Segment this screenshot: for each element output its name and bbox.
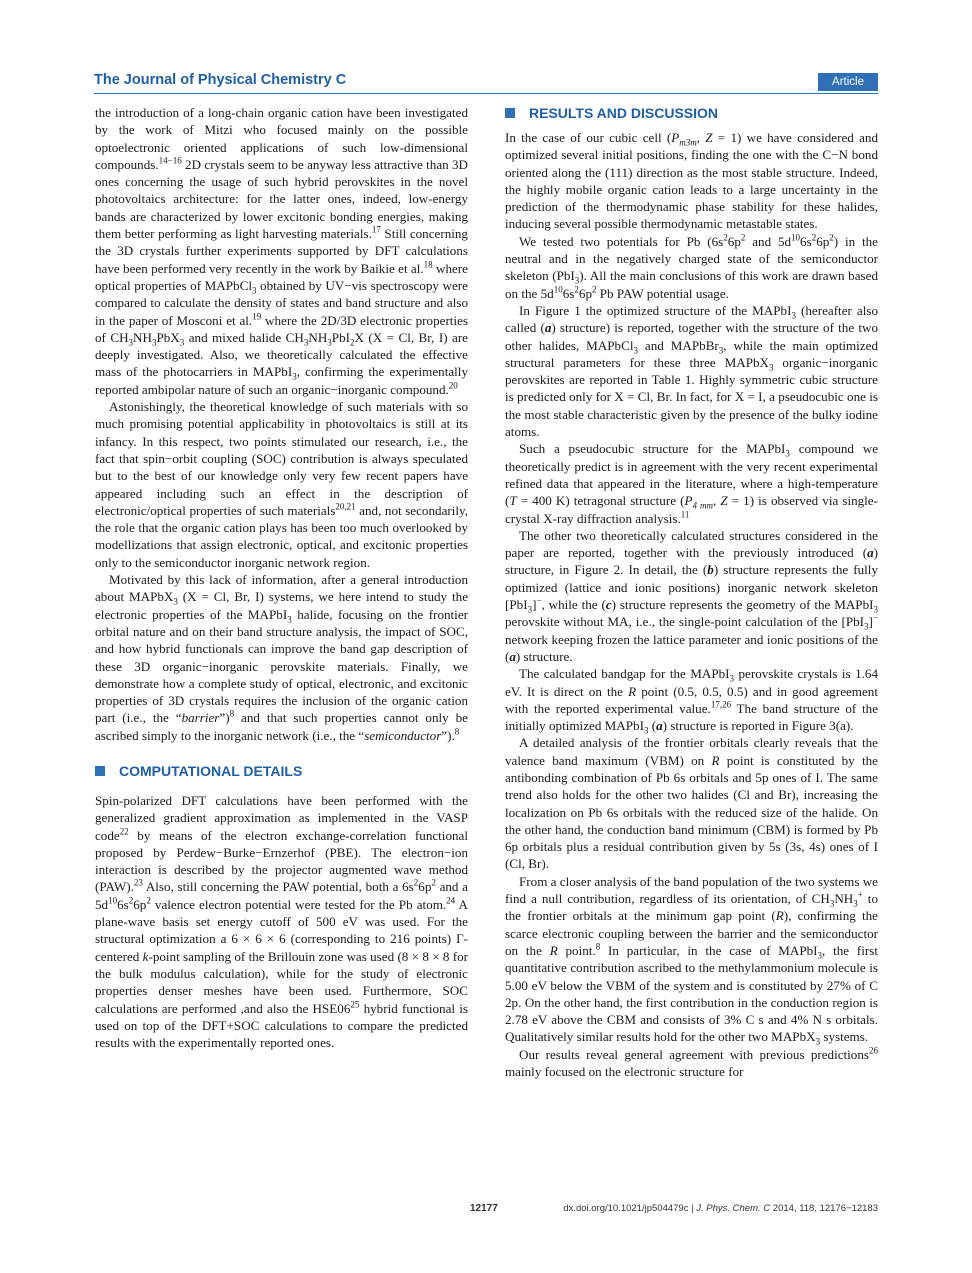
paragraph: the introduction of a long-chain organic cation have been investigated by the work of Mitzi who focused mainly on the possible optoelectronic oriented applications of such low-dimensional compounds.$^{14-16}$ 2D crystals seem to be anyway less attractive than 3D ones concerning the usage of such hybrid perovskites in the novel photovoltaics architecture: for the latter ones, indeed, low-energy bands are characterized by lower excitonic bonding energies, making them better performing as light harvesting materials.$^{17}$ Still concerning the 3D crystals further experiments supported by DFT calculations have been performed very recently in the work by Baikie et al.$^{18}$ where optical properties of MAPbCl$_3$ obtained by UV−vis spectroscopy were compared to calculate the density of states and band structure and also in the paper of Mosconi et al.$^{19}$ where the 2D/3D electronic properties of $CH_3NH_3PbX_3$ and mixed halide $CH_3NH_3PbI_2X$ (X = Cl, Br, I) are deeply investigated. Also, we theoretically calculated the effective mass of the photocarriers in MAPbI$_3$, confirming the experimentally reported ambipolar nature of such an organic−inorganic compound.$^{20}$ (95, 105, 468, 397)
journal-title[interactable]: The Journal of Physical Chemistry C (94, 72, 347, 88)
citation-ref[interactable]: 25 (350, 999, 360, 1010)
header-rule (94, 93, 878, 94)
section-square-icon (505, 108, 515, 118)
citation-ref[interactable]: 8 (229, 709, 235, 720)
section-heading-results-and-discussion: RESULTS AND DISCUSSION (505, 104, 878, 122)
citation-ref[interactable]: 23 (133, 878, 143, 889)
paragraph: We tested two potentials for Pb ($6s^26p^2$ and $5d^{10}6s^26p^2$) in the neutral and in the negatively charged state of the semiconductor skeleton (PbI$_3$). All the main conclusions of this work are drawn based on the $5d^{10}6s^26p^2$ Pb PAW potential usage. (505, 232, 878, 301)
citation-ref[interactable]: 19 (252, 311, 262, 322)
citation-ref[interactable]: 17 (371, 224, 381, 235)
page-number: 12177 (470, 1203, 498, 1214)
paragraph: Our results reveal general agreement with previous predictions$^{26}$ mainly focused on the electronic structure for (505, 1045, 878, 1080)
section-square-icon (95, 766, 105, 776)
paragraph: Astonishingly, the theoretical knowledge of such materials with so much promising potential applicability in photovoltaics is still at its infancy. In this respect, two points stimulated our research, i.e., the fact that spin−orbit coupling (SOC) contribution is always speculated but to the best of our knowledge only very few recent papers have appeared including such an effect in the description of electronic/optical properties of such materials$^{20,21}$ and, not secondarily, the role that the organic cation plays has been too much overlooked by modellizations that assign electronic, optical, and excitonic properties only to the semiconductor inorganic network region. (95, 399, 468, 570)
citation-ref[interactable]: 8 (454, 726, 460, 737)
paragraph: A detailed analysis of the frontier orbitals clearly reveals that the valence band maximum (VBM) on R point is constituted by the antibonding combination of Pb 6s orbitals and 5p ones of I. The same trend also holds for the other two halides (Cl and Br), increasing the localization on Pb 6s orbitals with the reduced size of the halide. On the other hand, the conduction band minimum (CBM) is formed by Pb 6p orbitals plus a residual contribution given by 5s (3s, 4s) ones of I (Cl, Br). (505, 735, 878, 872)
citation-ref[interactable]: 8 (595, 941, 601, 952)
section-heading-computational-details: COMPUTATIONAL DETAILS (95, 762, 468, 780)
paragraph: In Figure 1 the optimized structure of the MAPbI$_3$ (hereafter also called (a) structure) is reported, together with the structure of the two other halides, MAPbCl$_3$ and MAPbBr$_3$, while the main optimized structural parameters for these three MAPbX$_3$ organic−inorganic perovskites are reported in Table 1. Highly symmetric cubic structure is predicted only for X = Cl, Br. In fact, for X = I, a pseudocubic one is the most stable characteristic given by the presence of the bulky iodine atoms. (505, 302, 879, 440)
citation-ref[interactable]: 20 (448, 380, 458, 391)
citation-ref[interactable]: 14−16 (158, 155, 182, 166)
paragraph: Spin-polarized DFT calculations have been performed with the generalized gradient approximation as implemented in the VASP code$^{22}$ by means of the electron exchange-correlation functional proposed by Perdew−Burke−Ernzerhof (PBE). The electron−ion interaction is described by the projector augmented wave method (PAW).$^{23}$ Also, still concerning the PAW potential, both a $6s^26p^2$ and a $5d^{10}6s^26p^2$ valence electron potential were tested for the Pb atom.$^{24}$ A plane-wave basis set energy cutoff of 500 eV was used. For the structural optimization a 6 × 6 × 6 (corresponding to 216 points) Γ-centered k-point sampling of the Brillouin zone was used (8 × 8 × 8 for the bulk modulus calculation), while for the study of electronic properties denser meshes have been used. Furthermore, SOC calculations are performed ,and also the $HSE06^{25}$ hybrid functional is used on top of the DFT+SOC calculations to compare the predicted results with the experimentally reported ones. (95, 792, 468, 1051)
citation-ref[interactable]: 26 (869, 1045, 878, 1056)
page-header (94, 72, 878, 92)
article-type-badge: Article (818, 73, 878, 91)
left-column (95, 104, 468, 1051)
citation-ref[interactable]: 11 (680, 509, 690, 520)
paragraph: From a closer analysis of the band population of the two systems we find a null contribution, regardless of its orientation, of $CH_3NH_3^+$ to the frontier orbitals at the minimum gap point (R), confirming the scarce electronic coupling between the barrier and the semiconductor on the R point.$^8$ In particular, in the case of MAPbI$_3$, the first quantitative contribution ascribed to the methylammonium molecule is 5.00 eV below the VBM of the system and is constituted by 27% of C 2p. On the other hand, the first contribution in the conduction region is 2.78 eV above the CBM and consists of 3% C s and 4% N s orbitals. Qualitatively similar results hold for the other two MAPbX$_3$ systems. (505, 873, 879, 1048)
paragraph: Motivated by this lack of information, after a general introduction about MAPbX$_3$ (X = Cl, Br, I) systems, we here intend to study the electronic properties of the MAPbI$_3$ halide, focusing on the frontier orbital nature and on their band structure analysis, the impact of SOC, and how hybrid functionals can improve the band gap description of these 3D organic−inorganic perovskite materials. Finally, we demonstrate how a complete study of optical, electronic, and excitonic properties of 3D crystals requires the inclusion of the organic cation part (i.e., the “barrier”)$^8$ and that such properties cannot only be ascribed simply to the inorganic network (i.e., the “semiconductor”).$^8$ (95, 572, 469, 743)
citation-ref[interactable]: 20,21 (335, 501, 356, 512)
citation-line[interactable]: dx.doi.org/10.1021/jp504479c | J. Phys. Chem. C 2014, 118, 12176−12183 (563, 1203, 878, 1214)
citation-ref[interactable]: 18 (423, 259, 433, 270)
right-column (505, 104, 878, 1080)
paragraph: The calculated bandgap for the MAPbI$_3$ perovskite crystals is 1.64 eV. It is direct on the R point (0.5, 0.5, 0.5) and in good agreement with the reported experimental value.$^{17,26}$ The band structure of the initially optimized MAPbI$_3$ (a) structure is reported in Figure 3(a). (505, 666, 879, 736)
citation-ref[interactable]: 17,26 (710, 699, 732, 710)
citation-ref[interactable]: 24 (446, 895, 456, 906)
page-footer (0, 1203, 972, 1217)
paragraph: Such a pseudocubic structure for the MAPbI$_3$ compound we theoretically predict is in agreement with the very recent experimental refined data that appeared in the literature, where a high-temperature (T = 400 K) tetragonal structure ($P_{4 mm}$, Z = 1) is observed via single-crystal X-ray diffraction analysis.$^{11}$ (505, 441, 879, 526)
paragraph: The other two theoretically calculated structures considered in the paper are reported, together with the previously introduced (a) structure, in Figure 2. In detail, the (b) structure represents the fully optimized (lattice and ionic positions) inorganic network skeleton [PbI$_3$]−, while the (c) structure represents the geometry of the MAPbI$_3$ perovskite without MA, i.e., the single-point calculation of the [PbI$_3$]− network keeping frozen the lattice parameter and ionic positions of the (a) structure. (505, 527, 879, 664)
paragraph: In the case of our cubic cell ($P_{m3m}$, Z = 1) we have considered and optimized several initial positions, finding the one with the C−N bond oriented along the (111) direction as the most stable structure. Indeed, the highly mobile organic cation leads to a large uncertainty in the prediction of the thermodynamic phase stability for these halides, inducing several possible thermodynamic metastable states. (505, 130, 878, 232)
citation-ref[interactable]: 22 (119, 826, 129, 837)
